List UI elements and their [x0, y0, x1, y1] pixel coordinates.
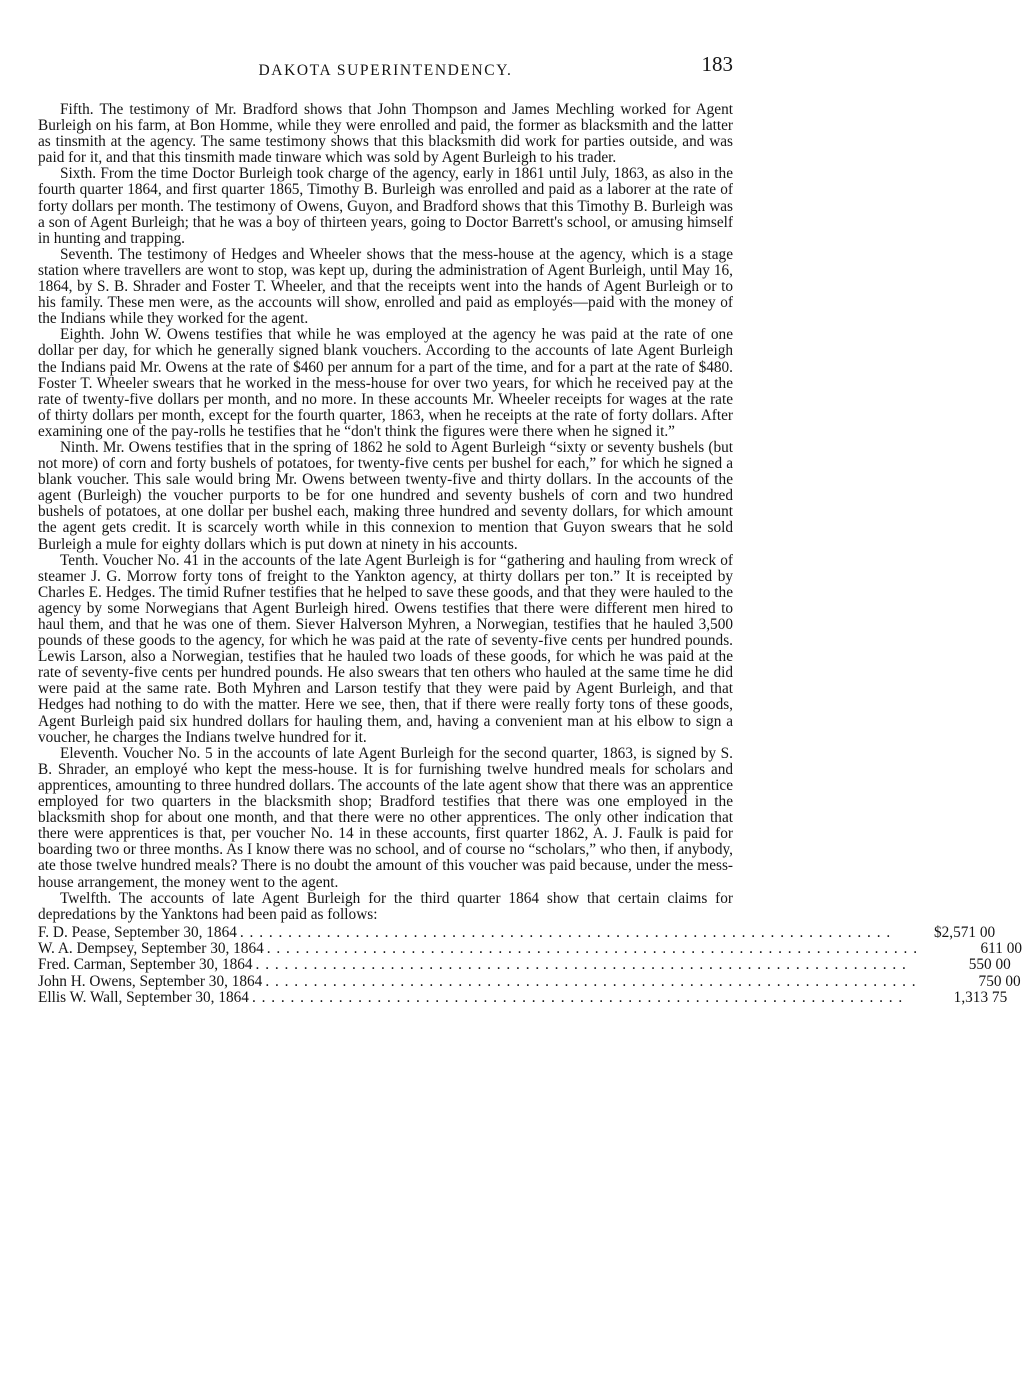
claim-row — [38, 956, 1011, 974]
paragraph-eighth: Eighth. John W. Owens testifies that while he was employed at the agency he was paid at the rate of one dollar per day, for which he generally signed blank vouchers. According to the accounts of late Agent Burleigh the Indians paid Mr. Owens at the rate of $460 per annum for a part of the time, and for a part at the rate of $480. Foster T. Wheeler swears that he worked in the mess-house for over two years, for which he received pay at the rate of twenty-five dollars per month, and no more. In these accounts Mr. Wheeler receipts for wages at the rate of thirty dollars per month, except for the fourth quarter, 1863, when he receipts at the rate of forty dollars. After examining one of the pay-rolls he testifies that he “don't think the figures were there when he signed it.” — [38, 326, 733, 440]
claim-amount: $2,571 00 — [933, 923, 996, 941]
paragraph-sixth: Sixth. From the time Doctor Burleigh took charge of the agency, early in 1861 until July, 1863, as also in the fourth quarter 1864, and first quarter 1865, Timothy B. Burleigh was enrolled and paid as a laborer at the rate of forty dollars per month. The testimony of Owens, Guyon, and Bradford shows that this Timothy B. Burleigh was a son of Agent Burleigh; that he was a boy of thirteen years, going to Doctor Barrett's school, or amusing himself in hunting and trapping. — [38, 165, 733, 247]
claim-name: Fred. Carman, September 30, 1864 — [38, 956, 253, 974]
claim-row — [38, 923, 996, 941]
paragraph-fifth: Fifth. The testimony of Mr. Bradford shows that John Thompson and James Mechling worked for Agent Burleigh on his farm, at Bon Homme, while they were enrolled and paid, the former as blacksmith and the latter as tinsmith at the agency. The same testimony shows that this blacksmith did work for parties outside, and was paid for it, and that this tinsmith made tinware which was sold by Agent Burleigh to his trader. — [38, 101, 733, 167]
claim-row — [38, 972, 1021, 990]
claim-amount: 550 00 — [968, 956, 1011, 974]
page-number: 183 — [701, 52, 733, 76]
claim-amount: 750 00 — [978, 972, 1021, 990]
dot-leader: . . . . . . . . . . . . . . . . . . . . . . . . . . . . . . . . . . . . . . . . . . . . . . . . . . . . . . . . . . . . . . . . . . . . — [251, 988, 904, 1006]
running-head: DAKOTA SUPERINTENDENCY. — [258, 62, 513, 79]
claims-table — [38, 923, 1022, 1006]
dot-leader: . . . . . . . . . . . . . . . . . . . . . . . . . . . . . . . . . . . . . . . . . . . . . . . . . . . . . . . . . . . . . . . . . . . . — [265, 972, 917, 990]
claim-name: Ellis W. Wall, September 30, 1864 — [38, 988, 249, 1006]
paragraph-eleventh: Eleventh. Voucher No. 5 in the accounts of late Agent Burleigh for the second quarter, 1863, is signed by S. B. Shrader, an employé who kept the mess-house. It is for furnishing twelve hundred meals for scholars and apprentices, amounting to three hundred dollars. The accounts of the late agent show that there was an apprentice employed for two quarters in the blacksmith shop; Bradford testifies that there was one employed in the blacksmith shop for about one month, and that there were no other apprentices. The only other indication that there were apprentices is that, per voucher No. 14 in these accounts, first quarter 1862, A. J. Faulk is paid for boarding two or three months. As I know there was no school, and of course no “scholars,” who then, if anybody, ate those twelve hundred meals? There is no doubt the amount of this voucher was paid because, under the mess-house arrangement, the money went to the agent. — [38, 744, 733, 891]
dot-leader: . . . . . . . . . . . . . . . . . . . . . . . . . . . . . . . . . . . . . . . . . . . . . . . . . . . . . . . . . . . . . . . . . . . . — [266, 940, 919, 958]
claim-name: John H. Owens, September 30, 1864 — [38, 972, 263, 990]
paragraph-twelfth: Twelfth. The accounts of late Agent Burleigh for the third quarter 1864 show that certain claims for depredations by the Yanktons had been paid as follows: — [38, 889, 733, 923]
claim-row — [38, 988, 1008, 1006]
paragraph-seventh: Seventh. The testimony of Hedges and Wheeler shows that the mess-house at the agency, which is a stage station where travellers are wont to stop, was kept up, during the administration of Agent Burleigh, until May 16, 1864, by S. B. Shrader and Foster T. Wheeler, and that the receipts went into the hands of Agent Burleigh or to his family. These men were, as the accounts will show, enrolled and paid as employés—paid with the money of the Indians while they worked for the agent. — [38, 245, 733, 328]
claim-amount: 1,313 75 — [953, 988, 1008, 1006]
page-header — [38, 52, 733, 82]
body-text — [38, 101, 1022, 1006]
claim-amount: 611 00 — [980, 940, 1022, 958]
claim-row — [38, 940, 1022, 958]
dot-leader: . . . . . . . . . . . . . . . . . . . . . . . . . . . . . . . . . . . . . . . . . . . . . . . . . . . . . . . . . . . . . . . . . . . . — [239, 923, 892, 941]
paragraph-ninth: Ninth. Mr. Owens testifies that in the spring of 1862 he sold to Agent Burleigh “sixty or seventy bushels (but not more) of corn and forty bushels of potatoes, for twenty-five cents per bushel for each,” for which he signed a blank voucher. This sale would bring Mr. Owens between twenty-five and thirty dollars. In the accounts of the agent (Burleigh) the voucher purports to be for one hundred and seventy bushels of corn and two hundred bushels of potatoes, at one dollar per bushel each, making three hundred and seventy dollars, for which amount the agent gets credit. It is scarcely worth while in this connexion to mention that Guyon swears that he sold Burleigh a mule for eighty dollars which is put down at ninety in his accounts. — [38, 438, 733, 553]
paragraph-tenth: Tenth. Voucher No. 41 in the accounts of the late Agent Burleigh is for “gathering and hauling from wreck of steamer J. G. Morrow forty tons of freight to the Yankton agency, at thirty dollars per ton.” It is receipted by Charles E. Hedges. The timid Rufner testifies that he helped to save these goods, and that they were hauled to the agency by some Norwegians that Agent Burleigh hired. Owens testifies that there were different men hired to haul them, and that he was one of them. Siever Halverson Myhren, a Norwegian, testifies that he hauled 3,500 pounds of these goods to the agency, for which he was paid at the rate of seventy-five cents per hundred pounds. Lewis Larson, also a Norwegian, testifies that he hauled two loads of these goods, for which he was paid at the rate of seventy-five cents per hundred pounds. He also swears that ten others who hauled at the same time he did were paid at the same rate. Both Myhren and Larson testify that they were paid by Agent Burleigh, and that Hedges had nothing to do with the matter. Here we see, then, that if there were really forty tons of these goods, Agent Burleigh paid six hundred dollars for hauling them, and, having a convenient man at his elbow to sign a voucher, he charges the Indians twelve hundred for it. — [38, 551, 733, 746]
claim-name: F. D. Pease, September 30, 1864 — [38, 923, 237, 941]
dot-leader: . . . . . . . . . . . . . . . . . . . . . . . . . . . . . . . . . . . . . . . . . . . . . . . . . . . . . . . . . . . . . . . . . . . . — [255, 956, 907, 974]
claim-name: W. A. Dempsey, September 30, 1864 — [38, 940, 264, 958]
